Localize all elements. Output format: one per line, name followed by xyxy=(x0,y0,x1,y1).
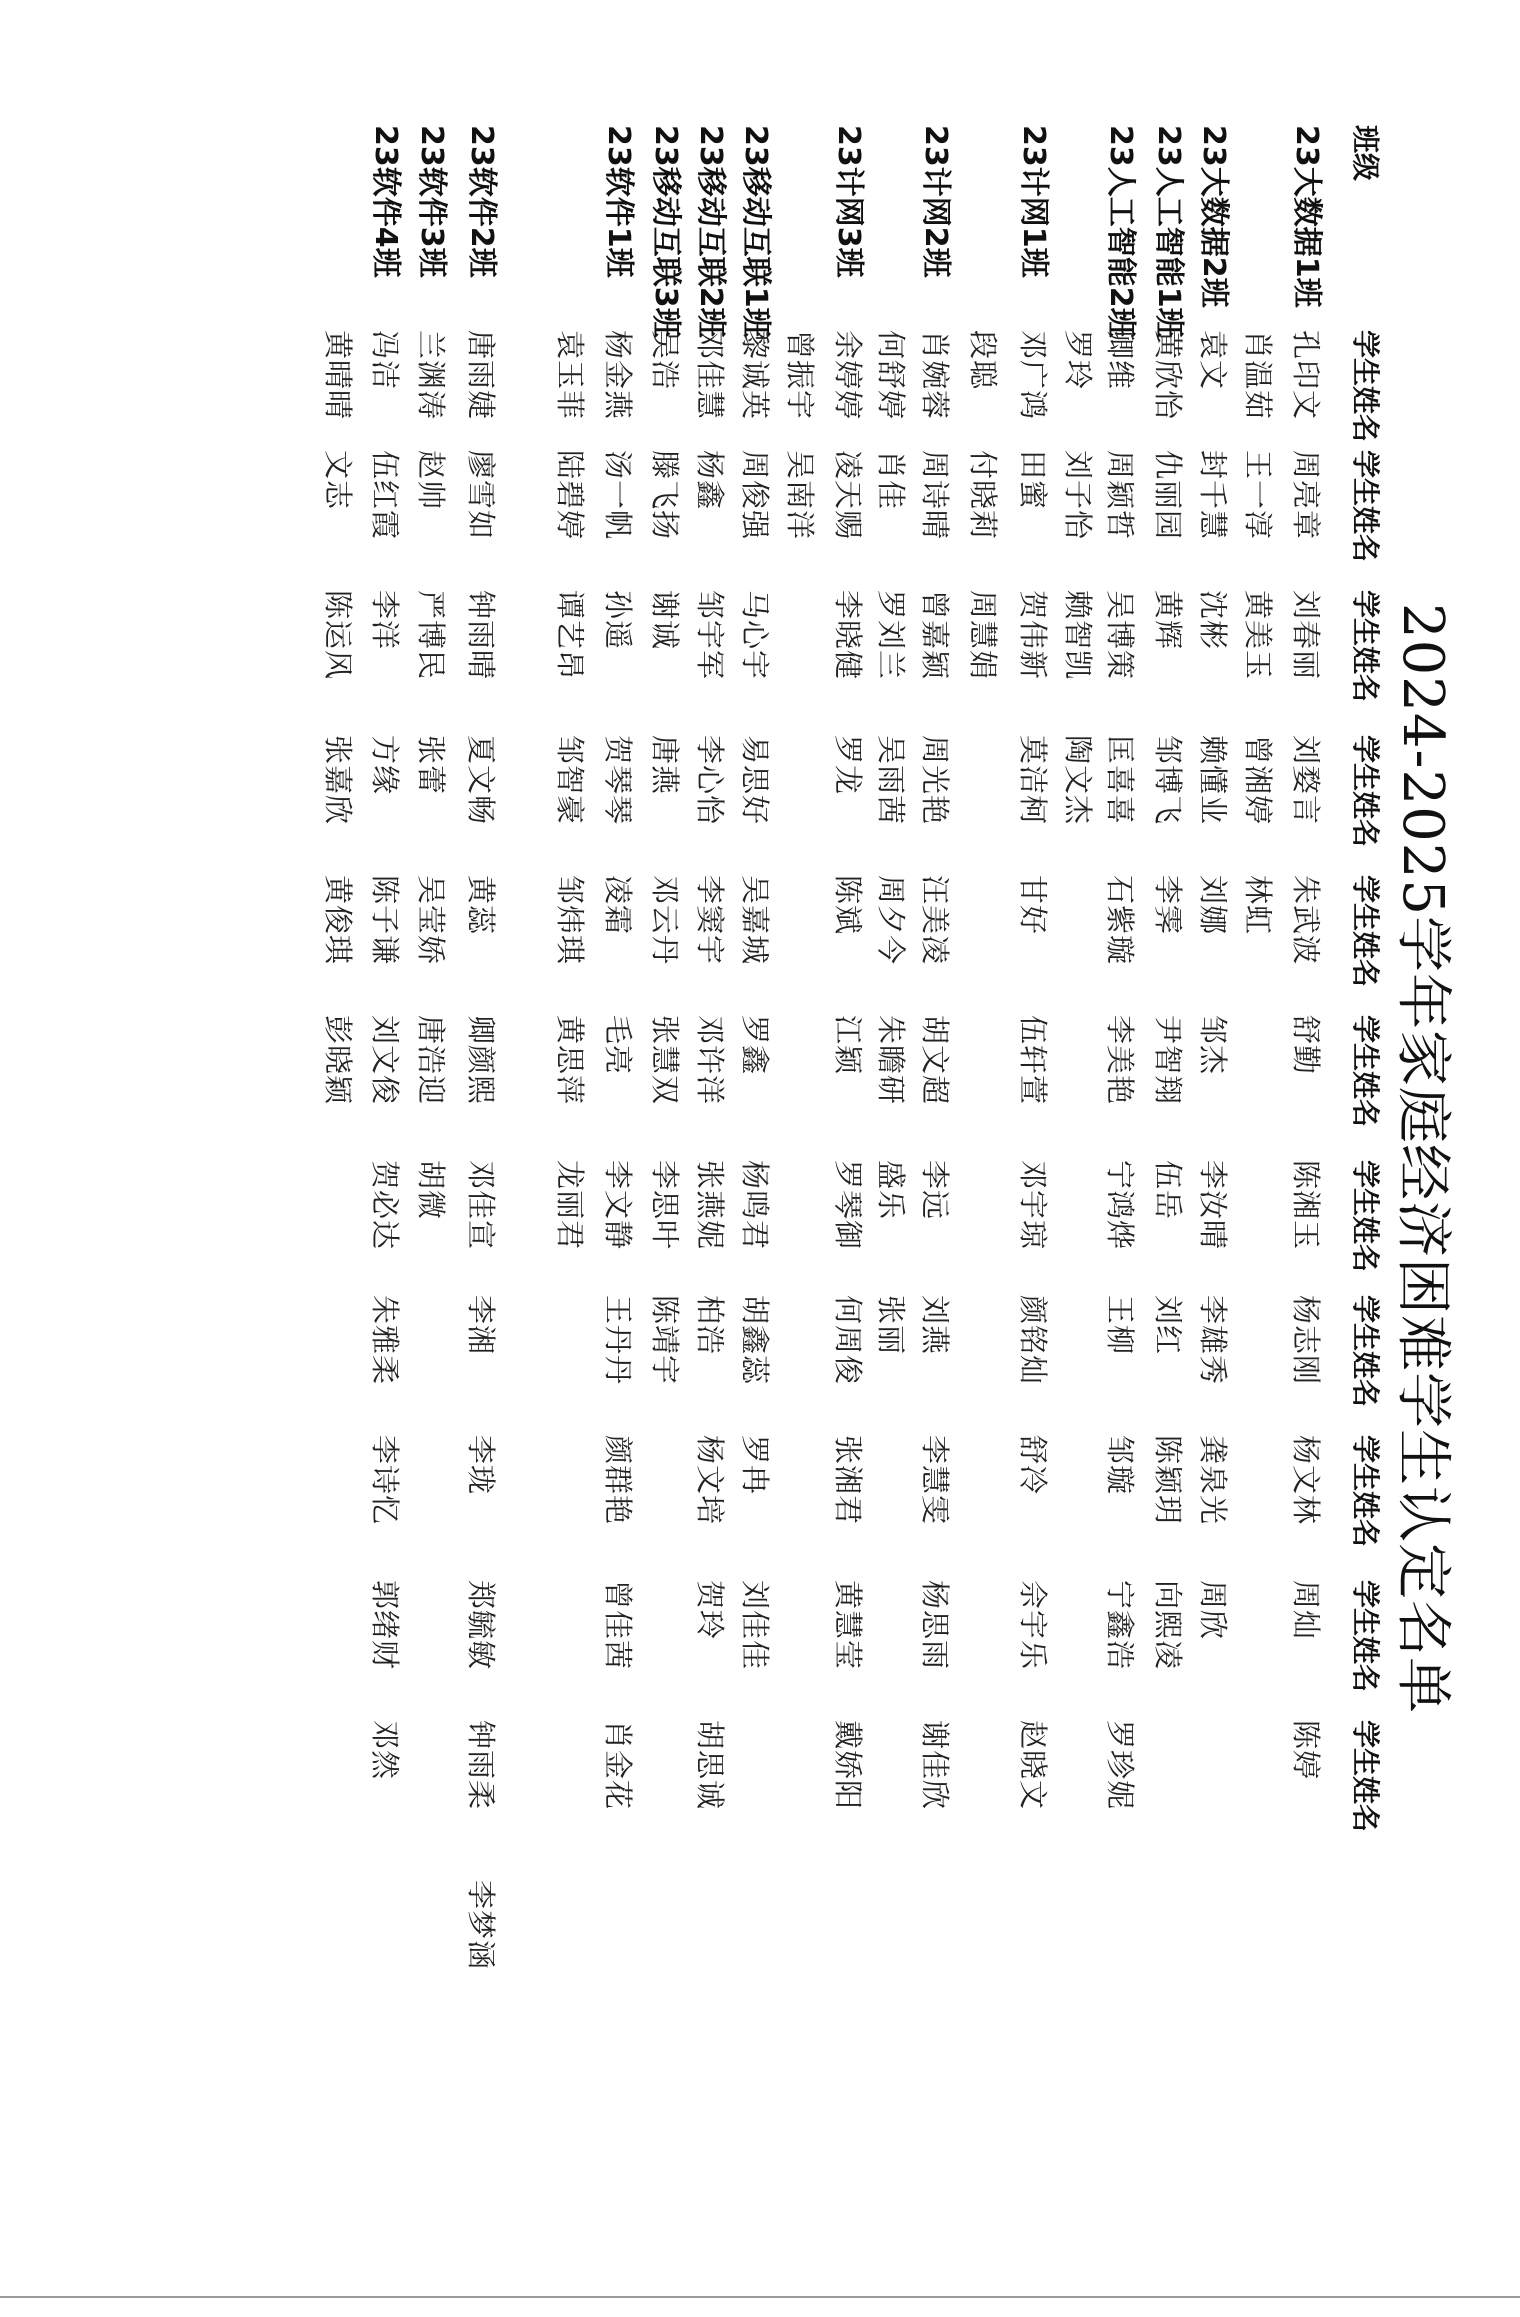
student-name: 杨鸣君 xyxy=(738,1160,772,1251)
student-name: 朱雅柔 xyxy=(368,1295,402,1386)
student-name: 袁玉菲 xyxy=(553,330,587,421)
student-name: 凌天赐 xyxy=(831,450,865,541)
student-name: 杨文林 xyxy=(1289,1435,1323,1526)
student-name: 陈婷 xyxy=(1289,1720,1323,1781)
student-name: 佘宇乐 xyxy=(1016,1580,1050,1671)
student-name: 宁鸿烨 xyxy=(1103,1160,1137,1251)
student-name: 肖婉蓉 xyxy=(918,330,952,421)
student-name: 李美艳 xyxy=(1103,1015,1137,1106)
student-name: 邹宇军 xyxy=(693,590,727,681)
student-name: 毛亮 xyxy=(601,1015,635,1076)
class-name: 23软件2班 xyxy=(464,125,499,278)
student-name: 邓然 xyxy=(368,1720,402,1781)
student-name: 贺必达 xyxy=(368,1160,402,1251)
student-name: 黎诚英 xyxy=(738,330,772,421)
class-name: 23人工智能2班 xyxy=(1103,125,1138,338)
student-name: 周欣 xyxy=(1196,1580,1230,1641)
student-name: 沈彬 xyxy=(1196,590,1230,651)
student-name: 罗龙 xyxy=(831,735,865,796)
student-name-header: 学生姓名 xyxy=(1349,1015,1382,1128)
student-name: 刘婺言 xyxy=(1289,735,1323,826)
student-name: 盛乐 xyxy=(874,1160,908,1221)
student-name: 李梦涵 xyxy=(464,1880,498,1971)
student-name-header: 学生姓名 xyxy=(1349,590,1382,703)
student-name: 卿颜熙 xyxy=(464,1015,498,1106)
student-name: 唐浩迎 xyxy=(414,1015,448,1106)
student-name: 袁文 xyxy=(1196,330,1230,391)
student-name: 唐雨婕 xyxy=(464,330,498,421)
student-name: 李霁 xyxy=(1151,875,1185,936)
student-name: 刘娜 xyxy=(1196,875,1230,936)
student-name: 邓宇琼 xyxy=(1016,1160,1050,1251)
student-name: 廖雪如 xyxy=(464,450,498,541)
student-name: 吴嘉城 xyxy=(738,875,772,966)
student-name: 严博民 xyxy=(414,590,448,681)
student-name-header: 学生姓名 xyxy=(1349,1295,1382,1408)
student-name: 周颖哲 xyxy=(1103,450,1137,541)
student-name: 伍轩萱 xyxy=(1016,1015,1050,1106)
student-name-header: 学生姓名 xyxy=(1349,1720,1382,1833)
class-name: 23软件4班 xyxy=(368,125,403,278)
student-name: 甘好 xyxy=(1016,875,1050,936)
student-name: 曾嘉颖 xyxy=(918,590,952,681)
student-name: 匡喜喜 xyxy=(1103,735,1137,826)
student-name: 杨鑫 xyxy=(693,450,727,511)
student-name: 林虹 xyxy=(1241,875,1275,936)
student-name: 胡思诚 xyxy=(693,1720,727,1811)
student-name: 刘红 xyxy=(1151,1295,1185,1356)
student-name: 李珑 xyxy=(464,1435,498,1496)
student-name-header: 学生姓名 xyxy=(1349,1435,1382,1548)
student-name: 邓广鸿 xyxy=(1016,330,1050,421)
student-name: 易思好 xyxy=(738,735,772,826)
student-name: 李思叶 xyxy=(648,1160,682,1251)
student-name: 吴浩 xyxy=(648,330,682,391)
student-name: 李慧雯 xyxy=(918,1435,952,1526)
student-name: 刘子怡 xyxy=(1061,450,1095,541)
student-name: 邓佳慧 xyxy=(693,330,727,421)
student-name: 胡微 xyxy=(414,1160,448,1221)
student-name: 陶文杰 xyxy=(1061,735,1095,826)
student-name: 罗玲 xyxy=(1061,330,1095,391)
student-name: 李远 xyxy=(918,1160,952,1221)
student-name: 贺玲 xyxy=(693,1580,727,1641)
student-name: 钟雨柔 xyxy=(464,1720,498,1811)
class-name: 23计网1班 xyxy=(1016,125,1051,278)
student-name: 彭晓颖 xyxy=(321,1015,355,1106)
student-name: 龙丽君 xyxy=(553,1160,587,1251)
class-name: 23移动互联1班 xyxy=(738,125,773,338)
student-name: 杨思雨 xyxy=(918,1580,952,1671)
student-name: 仇丽园 xyxy=(1151,450,1185,541)
student-name: 余婷婷 xyxy=(831,330,865,421)
student-name: 邓云丹 xyxy=(648,875,682,966)
student-name: 赖懂业 xyxy=(1196,735,1230,826)
student-name: 杨志刚 xyxy=(1289,1295,1323,1386)
class-name: 23大数据1班 xyxy=(1289,125,1324,308)
student-name: 周灿 xyxy=(1289,1580,1323,1641)
student-name: 陈颖玥 xyxy=(1151,1435,1185,1526)
student-name: 杨文培 xyxy=(693,1435,727,1526)
student-name: 曾振宇 xyxy=(783,330,817,421)
student-name: 肖佳 xyxy=(874,450,908,511)
student-name: 陈靖宇 xyxy=(648,1295,682,1386)
student-name: 周光艳 xyxy=(918,735,952,826)
student-name: 兰渊涛 xyxy=(414,330,448,421)
student-name: 马心宇 xyxy=(738,590,772,681)
student-name: 刘燕 xyxy=(918,1295,952,1356)
student-name: 石紫璇 xyxy=(1103,875,1137,966)
student-name: 罗冉 xyxy=(738,1435,772,1496)
student-name: 钟雨晴 xyxy=(464,590,498,681)
student-name: 赖智凯 xyxy=(1061,590,1095,681)
student-name: 李晓健 xyxy=(831,590,865,681)
class-name: 23大数据2班 xyxy=(1196,125,1231,308)
class-name: 23计网3班 xyxy=(831,125,866,278)
class-name: 23移动互联2班 xyxy=(693,125,728,338)
student-name: 向熙凌 xyxy=(1151,1580,1185,1671)
student-name: 贺伟新 xyxy=(1016,590,1050,681)
student-name: 颜群艳 xyxy=(601,1435,635,1526)
student-name: 邓佳宣 xyxy=(464,1160,498,1251)
student-name: 周俊强 xyxy=(738,450,772,541)
student-name: 邓许洋 xyxy=(693,1015,727,1106)
student-name: 舒冷 xyxy=(1016,1435,1050,1496)
student-name: 陆碧婷 xyxy=(553,450,587,541)
student-name: 封千慧 xyxy=(1196,450,1230,541)
class-name: 23移动互联3班 xyxy=(648,125,683,338)
student-name: 张燕妮 xyxy=(693,1160,727,1251)
student-name: 黄蕊 xyxy=(464,875,498,936)
student-name-header: 学生姓名 xyxy=(1349,1580,1382,1693)
student-name: 谢诚 xyxy=(648,590,682,651)
student-name-header: 学生姓名 xyxy=(1349,1160,1382,1273)
student-name: 李诗忆 xyxy=(368,1435,402,1526)
student-name: 何舒婷 xyxy=(874,330,908,421)
student-name: 吴博策 xyxy=(1103,590,1137,681)
class-header: 班级 xyxy=(1349,125,1382,182)
student-name: 赵帅 xyxy=(414,450,448,511)
student-name: 龚泉光 xyxy=(1196,1435,1230,1526)
student-name: 汤一帆 xyxy=(601,450,635,541)
student-name: 谭艺昂 xyxy=(553,590,587,681)
student-name: 王柳 xyxy=(1103,1295,1137,1356)
student-name-header: 学生姓名 xyxy=(1349,450,1382,563)
student-name: 李心怡 xyxy=(693,735,727,826)
student-name: 李汝晴 xyxy=(1196,1160,1230,1251)
student-name: 黄晴晴 xyxy=(321,330,355,421)
student-name: 罗琴御 xyxy=(831,1160,865,1251)
student-name: 邹璇 xyxy=(1103,1435,1137,1496)
student-name: 李湘 xyxy=(464,1295,498,1356)
student-name: 刘文俊 xyxy=(368,1015,402,1106)
student-name: 莫洁柯 xyxy=(1016,735,1050,826)
student-name: 陈子谦 xyxy=(368,875,402,966)
student-name: 王丹丹 xyxy=(601,1295,635,1386)
student-name: 汪美凌 xyxy=(918,875,952,966)
student-name: 杨金燕 xyxy=(601,330,635,421)
student-name: 张慧双 xyxy=(648,1015,682,1106)
student-name-header: 学生姓名 xyxy=(1349,735,1382,848)
student-name: 李文静 xyxy=(601,1160,635,1251)
class-name: 23人工智能1班 xyxy=(1151,125,1186,338)
student-name: 吴雨茜 xyxy=(874,735,908,826)
student-name: 邹博飞 xyxy=(1151,735,1185,826)
student-name: 陈湘玉 xyxy=(1289,1160,1323,1251)
student-name: 李窦宇 xyxy=(693,875,727,966)
student-name: 黄思萍 xyxy=(553,1015,587,1106)
student-name: 罗珍妮 xyxy=(1103,1720,1137,1811)
student-name: 贺琴琴 xyxy=(601,735,635,826)
student-name: 凌霜 xyxy=(601,875,635,936)
student-name: 何周俊 xyxy=(831,1295,865,1386)
student-name: 付晓莉 xyxy=(966,450,1000,541)
student-name: 黄俊琪 xyxy=(321,875,355,966)
student-name: 滕飞扬 xyxy=(648,450,682,541)
student-name: 邹杰 xyxy=(1196,1015,1230,1076)
student-name: 江颖 xyxy=(831,1015,865,1076)
student-name: 卿维 xyxy=(1103,330,1137,391)
student-name: 夏文畅 xyxy=(464,735,498,826)
student-name: 李洋 xyxy=(368,590,402,651)
class-name: 23软件3班 xyxy=(414,125,449,278)
student-name: 孔印文 xyxy=(1289,330,1323,421)
student-name: 伍红霞 xyxy=(368,450,402,541)
document-title: 2024-2025学年家庭经济困难学生认定名单 xyxy=(1390,603,1455,1714)
student-name: 冯洁 xyxy=(368,330,402,391)
student-name: 宁鑫浩 xyxy=(1103,1580,1137,1671)
student-name: 张嘉欣 xyxy=(321,735,355,826)
student-name: 唐燕 xyxy=(648,735,682,796)
student-name: 罗鑫 xyxy=(738,1015,772,1076)
class-name: 23软件1班 xyxy=(601,125,636,278)
student-name: 谢佳欣 xyxy=(918,1720,952,1811)
student-name: 刘春丽 xyxy=(1289,590,1323,681)
student-name: 吴莹娇 xyxy=(414,875,448,966)
student-name: 胡鑫蕊 xyxy=(738,1295,772,1386)
student-name: 曾佳茜 xyxy=(601,1580,635,1671)
student-name: 戴娇阳 xyxy=(831,1720,865,1811)
student-name: 郑毓敏 xyxy=(464,1580,498,1671)
student-name: 黄欣怡 xyxy=(1151,330,1185,421)
student-name: 田蜜 xyxy=(1016,450,1050,511)
student-name: 朱瞻研 xyxy=(874,1015,908,1106)
student-name: 黄慧莹 xyxy=(831,1580,865,1671)
student-name: 曾湘婷 xyxy=(1241,735,1275,826)
student-name: 文志 xyxy=(321,450,355,511)
student-name: 张蕾 xyxy=(414,735,448,796)
student-name: 方缘 xyxy=(368,735,402,796)
student-name: 柏浩 xyxy=(693,1295,727,1356)
student-name: 尹智翔 xyxy=(1151,1015,1185,1106)
student-name: 黄美玉 xyxy=(1241,590,1275,681)
student-name: 舒勤 xyxy=(1289,1015,1323,1076)
student-name: 刘佳佳 xyxy=(738,1580,772,1671)
student-name: 王一淳 xyxy=(1241,450,1275,541)
student-name-header: 学生姓名 xyxy=(1349,330,1382,443)
student-name: 肖金花 xyxy=(601,1720,635,1811)
student-name: 张丽 xyxy=(874,1295,908,1356)
student-name: 郭绪财 xyxy=(368,1580,402,1671)
student-name: 段聪 xyxy=(966,330,1000,391)
student-name: 张湘君 xyxy=(831,1435,865,1526)
class-name: 23计网2班 xyxy=(918,125,953,278)
scan-edge xyxy=(0,2296,1520,2298)
student-name: 周慧娟 xyxy=(966,590,1000,681)
student-name: 邹炜琪 xyxy=(553,875,587,966)
student-name: 周诗晴 xyxy=(918,450,952,541)
student-name: 颜铭灿 xyxy=(1016,1295,1050,1386)
student-name: 罗刘兰 xyxy=(874,590,908,681)
student-name: 周夕今 xyxy=(874,875,908,966)
student-name: 周亮章 xyxy=(1289,450,1323,541)
student-name: 赵晓文 xyxy=(1016,1720,1050,1811)
student-name: 吴南洋 xyxy=(783,450,817,541)
student-name: 邹智豪 xyxy=(553,735,587,826)
student-name: 伍岳 xyxy=(1151,1160,1185,1221)
student-name: 李雄秀 xyxy=(1196,1295,1230,1386)
student-name: 陈运风 xyxy=(321,590,355,681)
student-name: 陈斌 xyxy=(831,875,865,936)
student-name: 胡文超 xyxy=(918,1015,952,1106)
student-name-header: 学生姓名 xyxy=(1349,875,1382,988)
student-name: 肖温茹 xyxy=(1241,330,1275,421)
student-name: 朱武波 xyxy=(1289,875,1323,966)
student-name: 黄辉 xyxy=(1151,590,1185,651)
student-name: 孙遥 xyxy=(601,590,635,651)
